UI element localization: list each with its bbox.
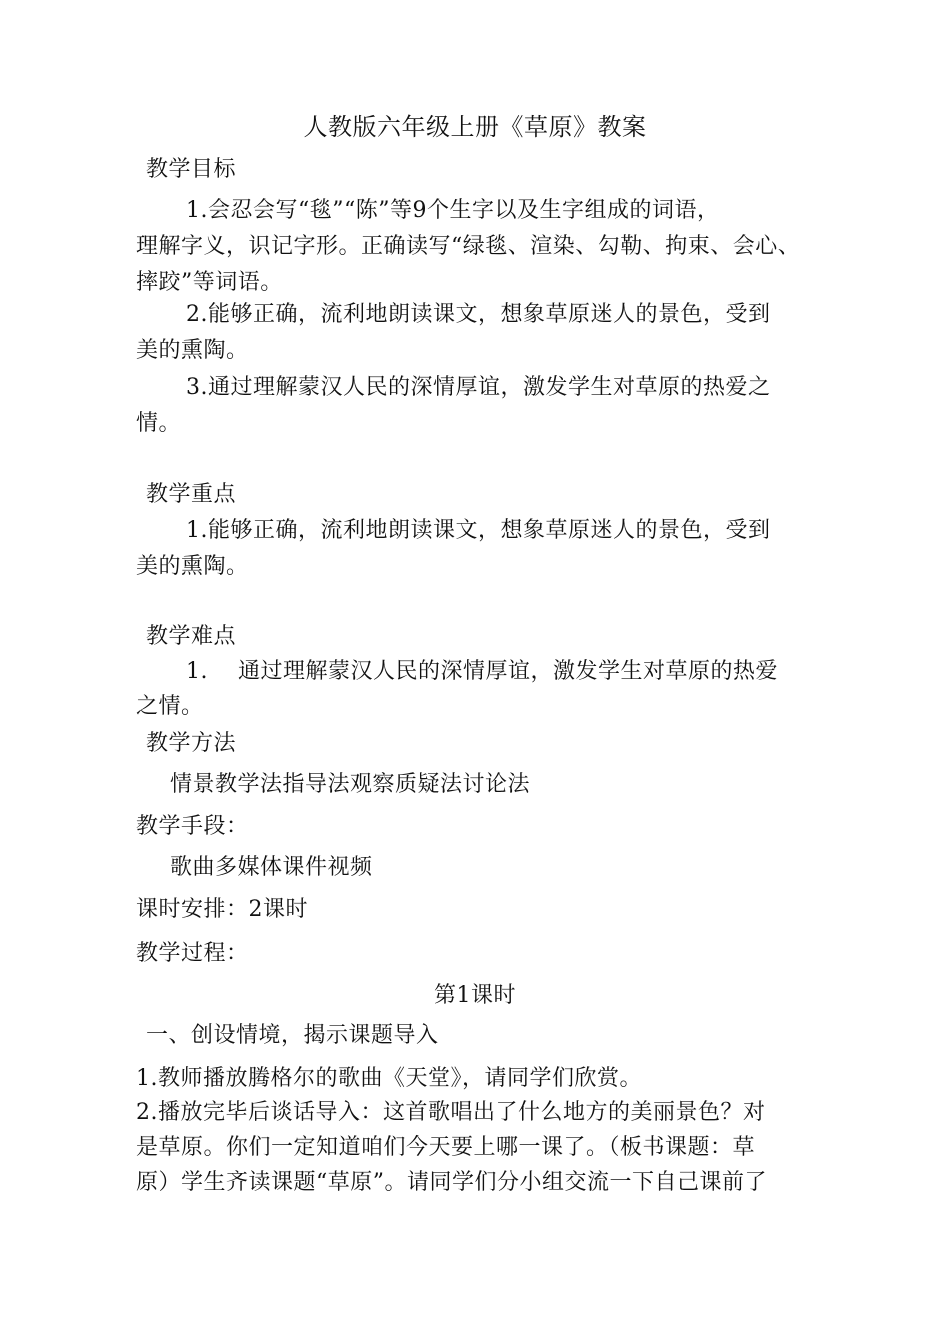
schedule-text: 课时安排：2课时: [136, 897, 308, 922]
key-points-heading: 教学重点: [146, 482, 237, 507]
means-heading: 教学手段：: [136, 814, 249, 839]
goals-heading: 教学目标: [146, 157, 237, 182]
goals-item2-line1: 2.能够正确，流利地朗读课文，想象草原迷人的景色，受到: [186, 302, 771, 327]
goals-item3-line1: 3.通过理解蒙汉人民的深情厚谊，激发学生对草原的热爱之: [186, 375, 771, 400]
lesson1-step2-line1: 2.播放完毕后谈话导入：这首歌唱出了什么地方的美丽景色？对: [136, 1100, 766, 1125]
lesson1-heading: 第1课时: [434, 983, 516, 1008]
lesson1-step2-line3: 原）学生齐读课题“草原”。请同学们分小组交流一下自己课前了: [136, 1170, 767, 1195]
lesson1-section1: 一、创设情境，揭示课题导入: [146, 1023, 439, 1048]
methods-text: 情景教学法指导法观察质疑法讨论法: [170, 772, 531, 797]
goals-item3-line2: 情。: [136, 411, 182, 436]
lesson1-step1: 1.教师播放腾格尔的歌曲《天堂》，请同学们欣赏。: [136, 1066, 642, 1091]
goals-item1-line1: 1.会忍会写“毯”“陈”等9个生字以及生字组成的词语，: [186, 198, 720, 223]
goals-item1-line3: 摔跤”等词语。: [136, 270, 283, 295]
difficulties-item1-line2: 之情。: [136, 694, 204, 719]
goals-item1-line2: 理解字义，识记字形。正确读写“绿毯、渲染、勾勒、拘束、会心、: [136, 234, 801, 259]
key-points-item1-line2: 美的熏陶。: [136, 554, 249, 579]
lesson1-step2-line2: 是草原。你们一定知道咱们今天要上哪一课了。（板书课题：草: [136, 1135, 756, 1160]
difficulties-item1-line1: 1. 通过理解蒙汉人民的深情厚谊，激发学生对草原的热爱: [186, 659, 778, 684]
goals-item2-line2: 美的熏陶。: [136, 338, 249, 363]
means-text: 歌曲多媒体课件视频: [170, 855, 373, 880]
key-points-item1-line1: 1.能够正确，流利地朗读课文，想象草原迷人的景色，受到: [186, 518, 771, 543]
document-title: 人教版六年级上册《草原》教案: [303, 113, 647, 141]
process-heading: 教学过程：: [136, 941, 249, 966]
difficulties-heading: 教学难点: [146, 624, 237, 649]
methods-heading: 教学方法: [146, 731, 237, 756]
